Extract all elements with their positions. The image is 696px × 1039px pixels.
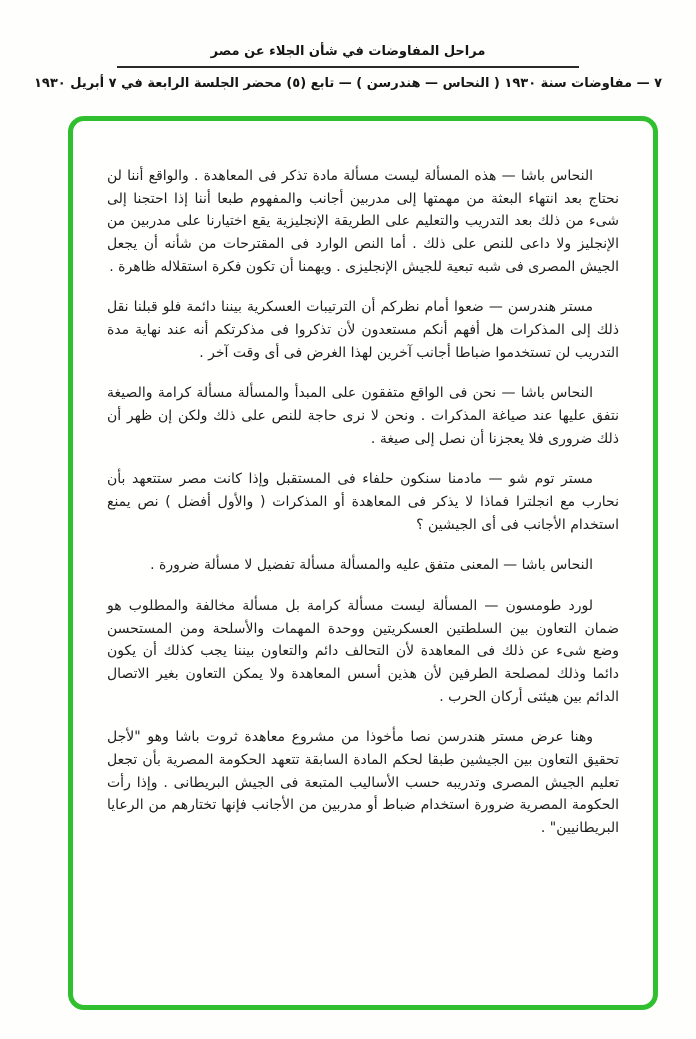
paragraph-mr-henderson: مستر هندرسن — ضعوا أمام نظركم أن الترتيبات العسكرية بيننا دائمة فلو قبلنا نقل ذلك إلى المذكرات هل أفهم أنكم مستعدون لأن تذكروا فى مذكرتكم أنه عند نهاية مدة التدريب لن تستخدموا ضباطا أجانب آخرين لهذا الغرض فى أى وقت آخر . xyxy=(107,299,619,361)
document-body xyxy=(107,165,619,840)
paragraph-henderson-quoted-text: وهنا عرض مستر هندرسن نصا مأخوذا من مشروع معاهدة ثروت باشا وهو "لأجل تحقيق التعاون بين الجيشين طبقا لحكم المادة السابقة تتعهد الحكومة المصرية بأن تجعل تعليم الجيش المصرى وتدريبه حسب الأساليب المتبعة فى الجيش البريطانى . وإذا رأت الحكومة المصرية ضرورة استخدام ضباط أو مدربين من الأجانب فإنها تختارهم من الرعايا البريطانيين" . xyxy=(107,729,619,837)
header-divider xyxy=(117,66,579,68)
paragraph-nahas-pasha-1: النحاس باشا — هذه المسألة ليست مسألة مادة تذكر فى المعاهدة . والواقع أننا لن نحتاج بعد انتهاء البعثة من مهمتها إلى مدربين أجانب والمفهوم طبعا أننا إذا احتجنا إلى شىء من ذلك بعد التدريب والتعليم على الطريقة الإنجليزية يقع اختيارنا على مدربين من الإنجليز ولا داعى للنص على ذلك . أما النص الوارد فى المقترحات من شأنه أن يجعل الجيش المصرى فى شبه تبعية للجيش الإنجليزى . ويهمنا أن تكون فكرة استقلاله ظاهرة . xyxy=(107,168,619,275)
document-title: مراحل المفاوضات في شأن الجلاء عن مصر xyxy=(210,44,486,59)
paragraph-mr-tom-shaw: مستر توم شو — مادمنا سنكون حلفاء فى المستقبل وإذا كانت مصر ستتعهد بأن نحارب مع انجلترا فماذا لا يذكر فى المعاهدة أو المذكرات ( والأول أفضل ) نص يمنع استخدام الأجانب فى أى الجيشين ؟ xyxy=(107,471,619,533)
paragraph-lord-thomson: لورد طومسون — المسألة ليست مسألة كرامة بل مسألة مخالفة والمطلوب هو ضمان التعاون بين السلطتين العسكريتين ووحدة المهمات والأسلحة ومن المستحسن وضع شىء عن ذلك فى المعاهدة لأن التحالف دائم والتعاون بيننا يجب كذلك أن يكون دائما وذلك لمصلحة الطرفين لأن هذين أسس المعاهدة ولا يمكن التعاون بغير الاتصال الدائم بين هيئتى أركان الحرب . xyxy=(107,598,619,705)
document-subtitle: ٧ — مفاوضات سنة ١٩٣٠ ( النحاس — هندرسن ) — تابع (٥) محضر الجلسة الرابعة في ٧ أبريل ١٩٣٠ xyxy=(33,75,663,91)
paragraph-nahas-pasha-3: النحاس باشا — المعنى متفق عليه والمسألة مسألة تفضيل لا مسألة ضرورة . xyxy=(150,557,593,574)
green-border-frame xyxy=(68,116,658,1010)
paragraph-nahas-pasha-2: النحاس باشا — نحن فى الواقع متفقون على المبدأ والمسألة مسألة كرامة والصيغة نتفق عليها عند صياغة المذكرات . ونحن لا نرى حاجة للنص على ذلك ولكن إن ظهر أن ذلك ضرورى فلا يعجزنا أن نصل إلى صيغة . xyxy=(107,385,619,447)
page-header xyxy=(0,0,696,91)
